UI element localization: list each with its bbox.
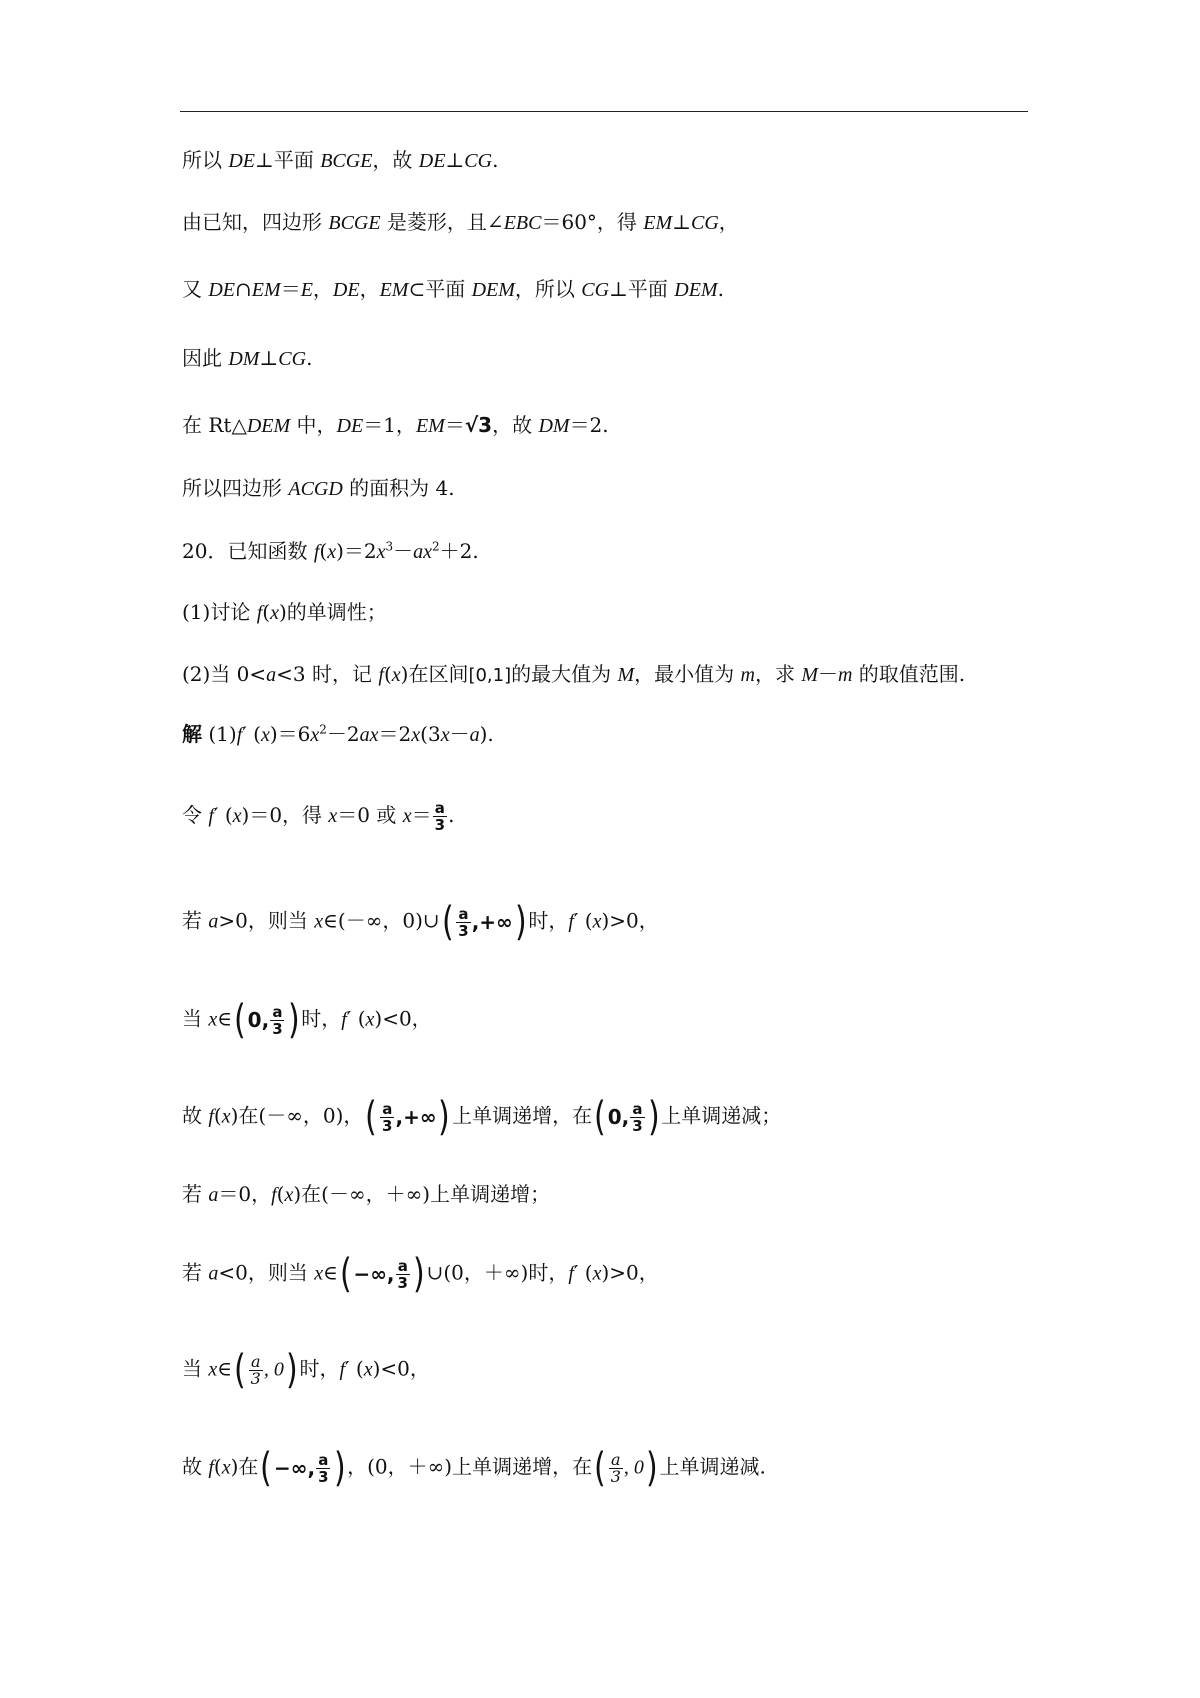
header-rule	[180, 111, 1028, 112]
solution-line-6: 若 a＝0，f(x)在(－∞，＋∞)上单调递增；	[182, 1182, 551, 1206]
solution-line-9: 故 f(x)在(−∞, $\frac{a}{3}$ )，(0，＋∞)上单调递增，在( $\frac{a}{3}$ , 0)上单调递减.	[182, 1445, 766, 1491]
text-line-5: 在 Rt△DEM 中，DE＝1，EM＝√3，故 DM＝2.	[182, 413, 609, 437]
text-line-1: 所以 DE⊥平面 BCGE，故 DE⊥CG.	[182, 148, 499, 172]
text-line-3: 又 DE∩EM＝E，DE，EM⊂平面 DEM，所以 CG⊥平面 DEM.	[182, 277, 724, 301]
text-line-6: 所以四边形 ACGD 的面积为 4.	[182, 476, 455, 500]
solution-label: 解	[182, 722, 202, 746]
solution-line-7: 若 a<0，则当 x∈(−∞, $\frac{a}{3}$ )∪(0，＋∞)时，f′ (x)>0，	[182, 1251, 659, 1297]
solution-line-2: 令 f′ (x)＝0，得 x＝0 或 x＝ $\frac{a}{3}$ .	[182, 799, 455, 834]
problem-20-part-1: (1)讨论 f(x)的单调性；	[182, 600, 387, 624]
solution-line-8: 当 x∈( $\frac{a}{3}$ , 0)时，f′ (x)<0，	[182, 1347, 430, 1393]
solution-line-4: 当 x∈(0, $\frac{a}{3}$ )时，f′ (x)<0，	[182, 997, 432, 1043]
problem-20-statement: 20．已知函数 $f(x)=2x^3-ax^2+2$.	[182, 539, 479, 563]
solution-line-3: 若 a>0，则当 x∈(－∞，0)∪( $\frac{a}{3}$ ,+∞)时，f′ (x)>0，	[182, 899, 659, 945]
problem-20-part-2: (2)当 0<a<3 时，记 f(x)在区间[0,1]的最大值为 M，最小值为 m，求 M－m 的取值范围.	[182, 662, 966, 686]
text-line-2: 由已知，四边形 BCGE 是菱形，且∠EBC＝60°，得 EM⊥CG，	[182, 210, 739, 234]
sqrt-three: √3	[464, 413, 493, 437]
fraction-a-over-3: $\frac{a}{3}$	[434, 799, 446, 834]
solution-line-5: 故 f(x)在(－∞，0)，( $\frac{a}{3}$ ,+∞)上单调递增，在(0, $\frac{a}{3}$ )上单调递减；	[182, 1094, 782, 1140]
text-line-4: 因此 DM⊥CG.	[182, 346, 313, 370]
solution-line-1: 解 (1)f′ $(x)=6x^2-2ax=2x(3x-a)$.	[182, 722, 494, 746]
